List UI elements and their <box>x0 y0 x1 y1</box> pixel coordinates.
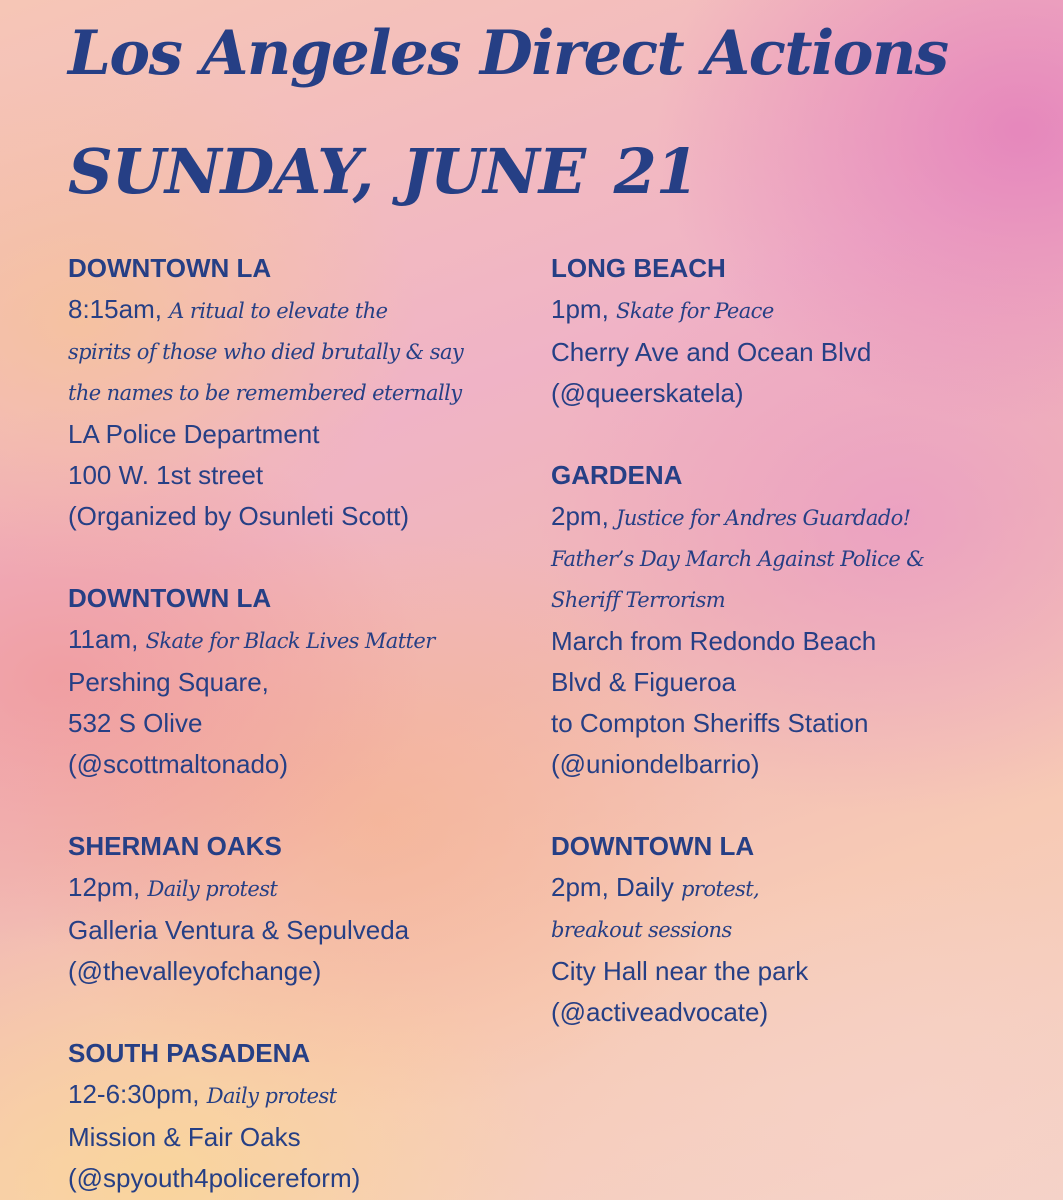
event-description: A ritual to elevate the <box>169 299 388 323</box>
event-description: Skate for Peace <box>616 299 774 323</box>
event-description-line: spirits of those who died brutally & say <box>68 340 464 364</box>
event-time: 11am, <box>68 624 146 654</box>
event-location: DOWNTOWN LA <box>551 831 755 861</box>
event-time: 2pm, Daily <box>551 872 682 902</box>
event-time: 8:15am, <box>68 294 170 324</box>
event-long-beach <box>551 248 1031 414</box>
right-column <box>551 248 1031 1033</box>
event-time-line <box>551 496 1031 539</box>
event-venue: 532 S Olive <box>68 708 203 738</box>
event-south-pasadena <box>68 1033 538 1199</box>
page-title: Los Angeles Direct Actions <box>68 18 948 89</box>
event-organizer: (@activeadvocate) <box>551 997 769 1027</box>
event-venue: to Compton Sheriffs Station <box>551 708 869 738</box>
event-time: 12-6:30pm, <box>68 1079 207 1109</box>
event-location: DOWNTOWN LA <box>68 583 272 613</box>
event-description-line: Sheriff Terrorism <box>551 588 726 612</box>
event-venue: City Hall near the park <box>551 956 809 986</box>
event-venue: Cherry Ave and Ocean Blvd <box>551 337 872 367</box>
event-time-line <box>68 289 538 332</box>
event-date: SUNDAY, JUNE 21 <box>68 135 698 208</box>
event-organizer: (Organized by Osunleti Scott) <box>68 501 410 531</box>
event-organizer: (@uniondelbarrio) <box>551 749 760 779</box>
event-description-line: the names to be remembered eternally <box>68 381 462 405</box>
event-sherman-oaks <box>68 826 538 992</box>
event-venue: 100 W. 1st street <box>68 460 264 490</box>
event-description: Daily protest <box>147 877 278 901</box>
event-organizer: (@scottmaltonado) <box>68 749 289 779</box>
event-venue: LA Police Department <box>68 419 320 449</box>
event-description: Justice for Andres Guardado! <box>616 506 911 530</box>
event-gardena <box>551 455 1031 785</box>
event-downtown-la-skate <box>68 578 538 785</box>
event-location: DOWNTOWN LA <box>68 253 272 283</box>
event-downtown-la-city-hall <box>551 826 1031 1033</box>
event-description: protest, <box>681 877 760 901</box>
left-column <box>68 248 538 1199</box>
event-location: SOUTH PASADENA <box>68 1038 311 1068</box>
event-location: LONG BEACH <box>551 253 726 283</box>
event-time-line <box>551 289 1031 332</box>
event-time: 1pm, <box>551 294 617 324</box>
event-time: 2pm, <box>551 501 617 531</box>
event-time-line <box>68 867 538 910</box>
event-organizer: (@thevalleyofchange) <box>68 956 322 986</box>
event-description: Skate for Black Lives Matter <box>145 629 435 653</box>
event-description-line: Father’s Day March Against Police & <box>551 547 925 571</box>
event-venue: Galleria Ventura & Sepulveda <box>68 915 410 945</box>
event-time-line <box>68 1074 538 1117</box>
event-description-line: breakout sessions <box>551 918 732 942</box>
event-venue: March from Redondo Beach <box>551 626 877 656</box>
event-organizer: (@queerskatela) <box>551 378 744 408</box>
event-venue: Blvd & Figueroa <box>551 667 736 697</box>
event-location: SHERMAN OAKS <box>68 831 282 861</box>
event-description: Daily protest <box>206 1084 337 1108</box>
event-time-line <box>551 867 1031 910</box>
event-time-line <box>68 619 538 662</box>
event-downtown-la-ritual <box>68 248 538 537</box>
event-organizer: (@spyouth4policereform) <box>68 1163 361 1193</box>
event-venue: Mission & Fair Oaks <box>68 1122 301 1152</box>
event-venue: Pershing Square, <box>68 667 269 697</box>
event-time: 12pm, <box>68 872 148 902</box>
event-location: GARDENA <box>551 460 683 490</box>
